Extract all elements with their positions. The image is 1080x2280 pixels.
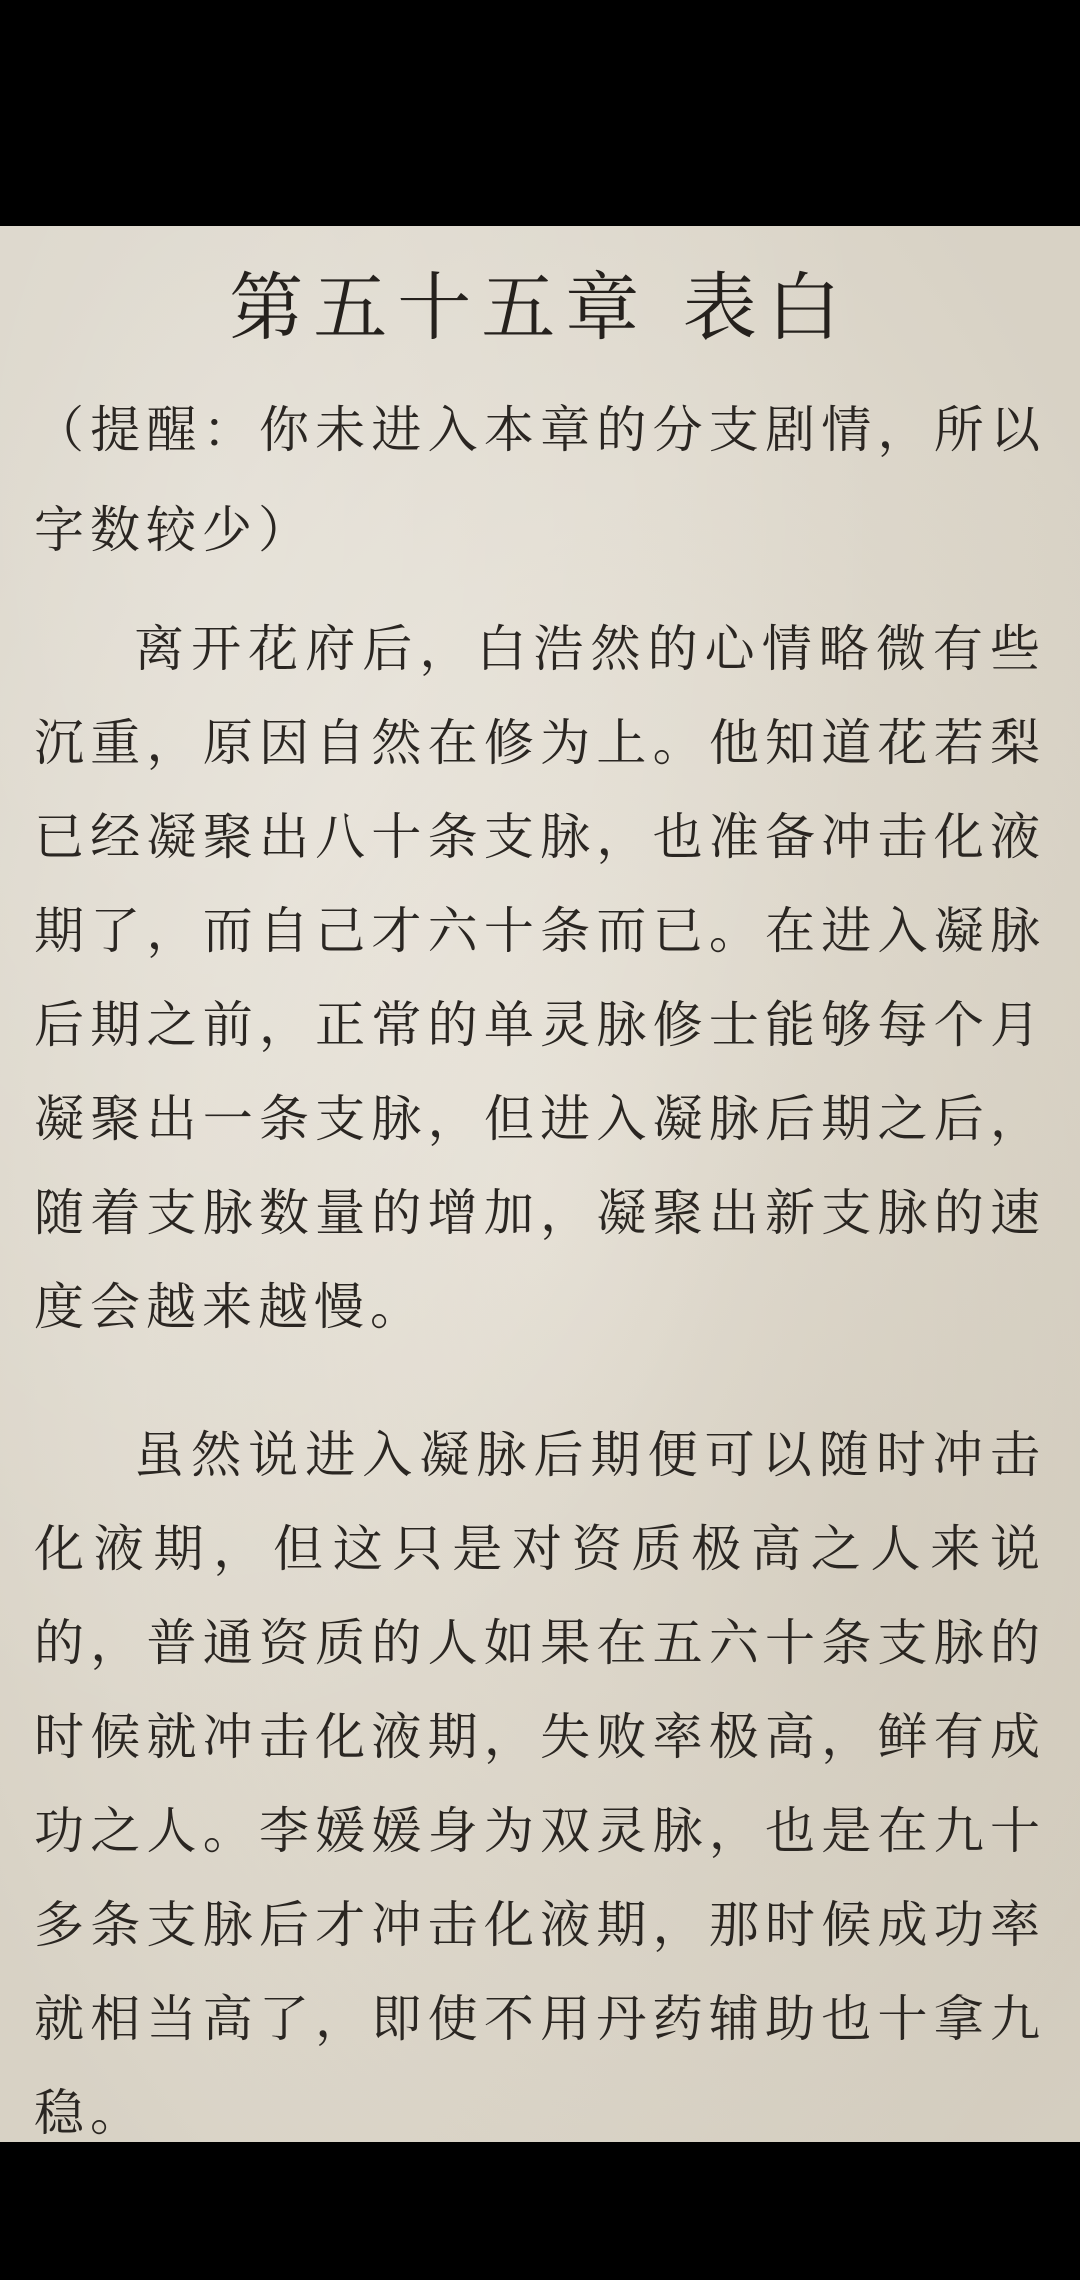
branch-notice: （提醒：你未进入本章的分支剧情，所以字数较少） <box>34 401 1046 559</box>
reader-page[interactable] <box>0 226 1080 2142</box>
chapter-title: 第五十五章 表白 <box>229 265 851 351</box>
paragraph-1: 离开花府后，白浩然的心情略微有些沉重，原因自然在修为上。他知道花若梨已经凝聚出八十条支脉，也准备冲击化液期了，而自己才六十条而已。在进入凝脉后期之前，正常的单灵脉修士能够每个月凝聚出一条支脉，但进入凝脉后期之后，随着支脉数量的增加，凝聚出新支脉的速度会越来越慢。 <box>34 620 1046 1336</box>
top-black-bar <box>0 0 1080 226</box>
bottom-black-bar <box>0 2142 1080 2280</box>
paragraph-2: 虽然说进入凝脉后期便可以随时冲击化液期，但这只是对资质极高之人来说的，普通资质的人如果在五六十条支脉的时候就冲击化液期，失败率极高，鲜有成功之人。李媛媛身为双灵脉，也是在九十多条支脉后才冲击化液期，那时候成功率就相当高了，即使不用丹药辅助也十拿九稳。 <box>34 1426 1046 2142</box>
